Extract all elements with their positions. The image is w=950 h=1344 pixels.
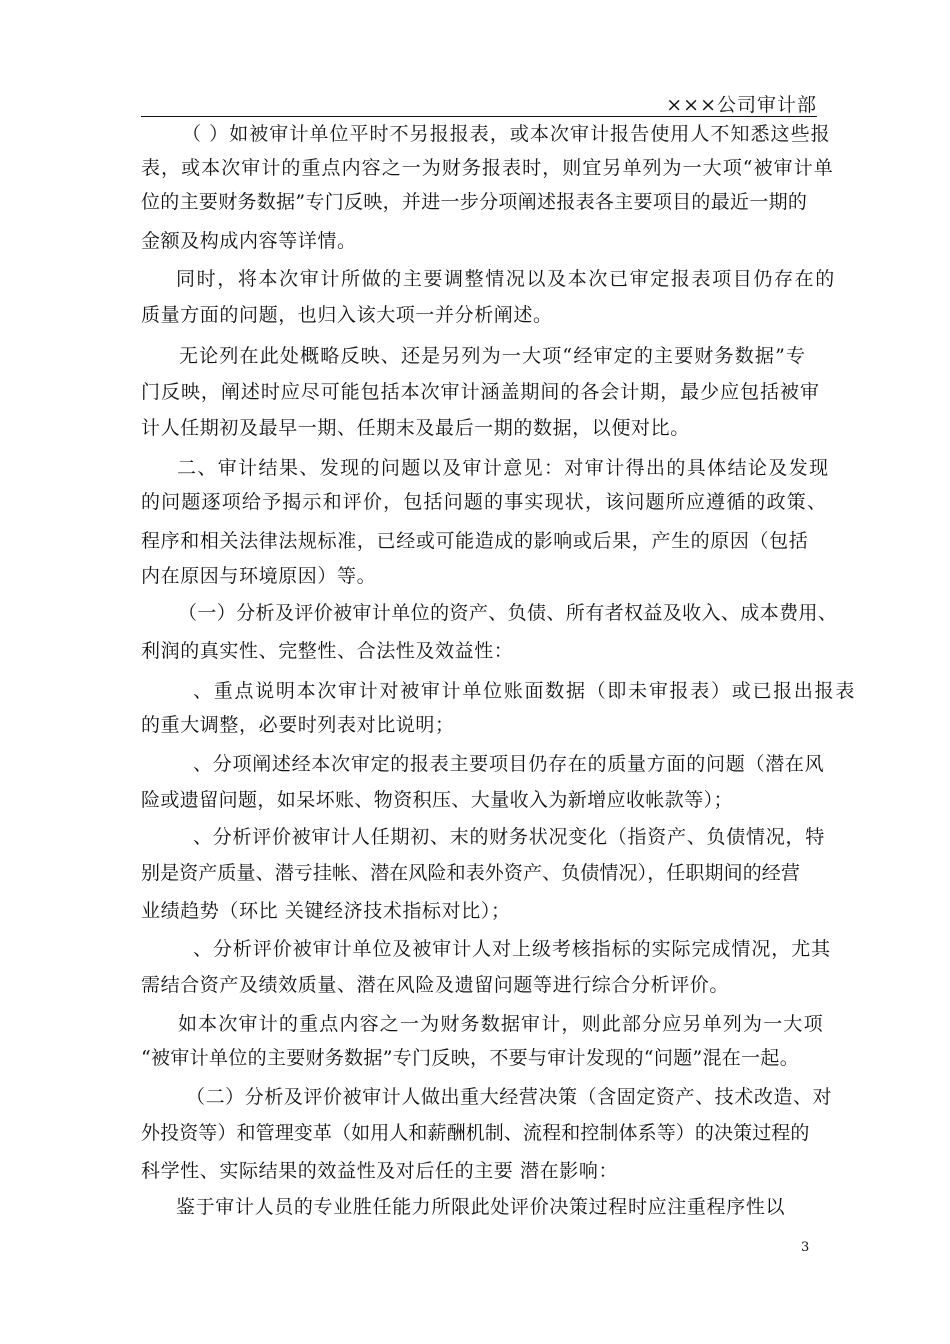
- text-line: 鉴于审计人员的专业胜任能力所限此处评价决策过程时应注重程序性以: [176, 1196, 786, 1218]
- text-line: 、分析评价被审计单位及被审计人对上级考核指标的实际完成情况，尤其: [193, 938, 832, 960]
- text-line: 利润的真实性、完整性、合法性及效益性：: [141, 640, 514, 662]
- text-line: 计人任期初及最早一期、任期末及最后一期的数据，以便对比。: [141, 417, 690, 439]
- text-line: 内在原因与环境原因）等。: [141, 565, 377, 587]
- text-line: 外投资等）和管理变革（如用人和薪酬机制、流程和控制体系等）的决策过程的: [141, 1122, 810, 1144]
- text-line: 业绩趋势（环比 关键经济技术指标对比）；: [141, 900, 511, 922]
- header-divider: [141, 116, 817, 117]
- text-line: 需结合资产及绩效质量、潜在风险及遗留问题等进行综合分析评价。: [141, 974, 730, 996]
- text-line: 无论列在此处概略反映、还是另列为一大项“经审定的主要财务数据”专: [179, 345, 807, 367]
- text-line: 质量方面的问题，也归入该大项一并分析阐述。: [141, 304, 553, 326]
- page-header-title: ×××公司审计部: [666, 94, 817, 116]
- text-line: “被审计单位的主要财务数据”专门反映，不要与审计发现的“问题”混在一起。: [141, 1047, 800, 1069]
- text-line: （二）分析及评价被审计人做出重大经营决策（含固定资产、技术改造、对: [186, 1086, 833, 1108]
- text-line: （一）分析及评价被审计单位的资产、负债、所有者权益及收入、成本费用、: [178, 602, 838, 624]
- text-line: 门反映，阐述时应尽可能包括本次审计涵盖期间的各会计期，最少应包括被审: [141, 381, 820, 403]
- text-line: 程序和相关法律法规标准，已经或可能造成的影响或后果，产生的原因（包括: [141, 530, 809, 552]
- text-line: 位的主要财务数据”专门反映，并进一步分项阐述报表各主要项目的最近一期的: [141, 191, 808, 213]
- text-line: 表，或本次审计的重点内容之一为财务报表时，则宜另单列为一大项“被审计单: [141, 157, 834, 179]
- text-line: 科学性、实际结果的效益性及对后任的主要 潜在影响：: [141, 1160, 619, 1182]
- text-line: 的重大调整，必要时列表对比说明；: [141, 714, 455, 736]
- text-line: 险或遗留问题，如呆坏账、物资积压、大量收入为新增应收帐款等）；: [141, 789, 733, 811]
- text-line: 金额及构成内容等详情。: [141, 230, 357, 252]
- text-line: 、分析评价被审计人任期初、末的财务状况变化（指资产、负债情况，特: [193, 826, 826, 848]
- text-line: 、分项阐述经本次审定的报表主要项目仍存在的质量方面的问题（潜在风: [193, 753, 825, 775]
- text-line: 二、审计结果、发现的问题以及审计意见：对审计得出的具体结论及发现: [177, 457, 830, 479]
- text-line: 的问题逐项给予揭示和评价，包括问题的事实现状，该问题所应遵循的政策、: [141, 491, 828, 513]
- text-line: 、重点说明本次审计对被审计单位账面数据（即未审报表）或已报出报表: [193, 680, 857, 702]
- text-line: 别是资产质量、潜亏挂帐、潜在风险和表外资产、负债情况），任职期间的经营: [141, 862, 801, 884]
- text-line: （ ）如被审计单位平时不另报报表，或本次审计报告使用人不知悉这些报: [182, 123, 831, 145]
- text-line: 如本次审计的重点内容之一为财务数据审计，则此部分应另单列为一大项: [178, 1013, 824, 1035]
- page-number: 3: [801, 1240, 810, 1255]
- text-line: 同时，将本次审计所做的主要调整情况以及本次已审定报表项目仍存在的: [176, 268, 836, 290]
